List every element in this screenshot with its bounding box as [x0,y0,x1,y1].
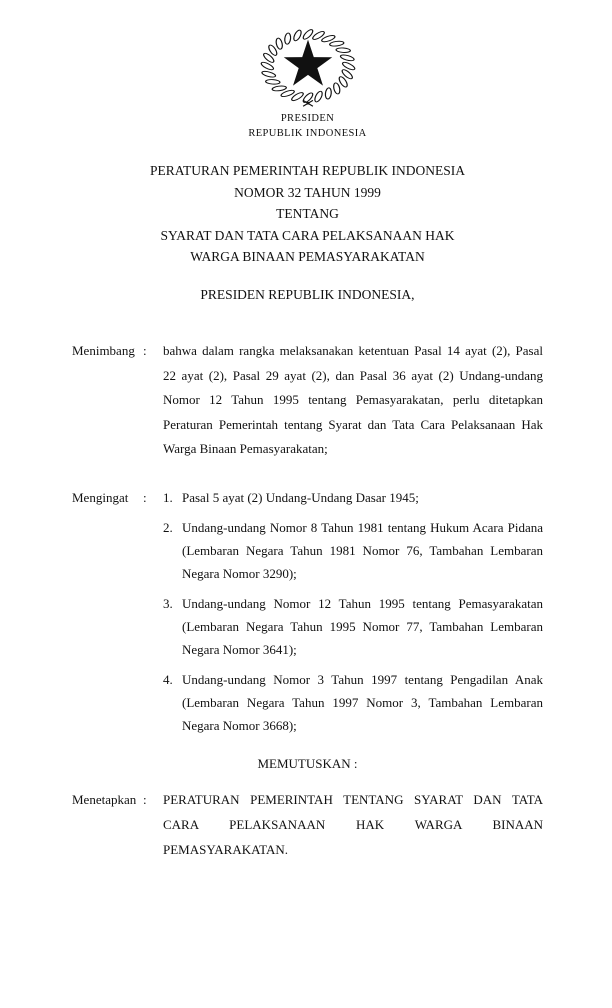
text-line: Undang-undang Nomor 8 Tahun 1981 tentang Hukum Acara Pidana [182,519,543,535]
text-line: Peraturan Pemerintah tentang Syarat dan Tata Cara Pelaksanaan Hak [163,416,543,432]
item-number: 2. [163,519,173,535]
text-line: WARGA BINAAN PEMASYARAKATAN [190,249,425,264]
item-number: 3. [163,595,173,611]
text-line: Negara Nomor 3290); [182,565,297,581]
list-item [163,516,543,585]
text-line: 22 ayat (2), Pasal 29 ayat (2), dan Pasal 36 ayat (2) Undang-undang [163,367,543,383]
item-text [182,486,543,509]
list-item [163,486,543,509]
star-icon [283,40,331,86]
mengingat-section [72,486,543,737]
text-line: Warga Binaan Pemasyarakatan; [163,441,328,456]
text-line: (Lembaran Negara Tahun 1995 Nomor 77, Tambahan Lembaran [182,618,543,634]
item-text [182,592,543,661]
item-number: 1. [163,489,173,505]
list-item [163,668,543,737]
text-line: Negara Nomor 3668); [182,717,297,733]
text-line: PEMASYARAKATAN. [163,841,289,857]
menetapkan-label: Menetapkan [72,791,137,807]
menimbang-section [72,339,543,462]
item-number: 4. [163,671,173,687]
document-header [72,0,543,140]
mengingat-colon: : [143,489,147,505]
memutuskan-heading: MEMUTUSKAN : [257,755,358,771]
item-text [182,516,543,585]
org-name-line1: PRESIDEN [280,113,335,124]
text-line: PERATURAN PEMERINTAH REPUBLIK INDONESIA [149,163,466,178]
text-line: bahwa dalam rangka melaksanakan ketentuan Pasal 14 ayat (2), Pasal [163,343,543,358]
mengingat-label: Mengingat [72,489,129,505]
text-line: SYARAT DAN TATA CARA PELAKSANAAN HAK [160,227,455,243]
text-line: Undang-undang Nomor 12 Tahun 1995 tentang Pemasyarakatan [182,595,543,611]
item-text [182,668,543,737]
menetapkan-text [163,787,543,862]
text-line: Negara Nomor 3641); [182,641,297,657]
regulation-title [72,160,543,268]
mengingat-list [163,486,543,737]
text-line: TENTANG [276,206,339,221]
text-line: Nomor 12 Tahun 1995 tentang Pemasyarakatan, perlu ditetapkan [163,392,543,407]
text-line: Undang-undang Nomor 3 Tahun 1997 tentang Pengadilan Anak [182,671,543,687]
salutation: PRESIDEN REPUBLIK INDONESIA, [200,286,415,302]
text-line: (Lembaran Negara Tahun 1997 Nomor 3, Tambahan Lembaran [182,694,543,710]
menetapkan-section [72,787,543,862]
text-line: (Lembaran Negara Tahun 1981 Nomor 76, Tambahan Lembaran [182,542,543,558]
menetapkan-colon: : [143,791,147,807]
text-line: PERATURAN PEMERINTAH TENTANG SYARAT DAN TATA [163,791,543,807]
text-line: Pasal 5 ayat (2) Undang-Undang Dasar 1945; [182,489,419,505]
org-name-line2: REPUBLIK INDONESIA [248,127,367,139]
menimbang-label: Menimbang [72,343,135,358]
list-item [163,592,543,661]
text-line: NOMOR 32 TAHUN 1999 [234,184,381,200]
star-wreath-emblem-icon [259,25,357,111]
text-line: CARA PELAKSANAAN HAK WARGA BINAAN [163,816,543,832]
menimbang-text [163,339,543,462]
menimbang-colon: : [143,343,147,358]
